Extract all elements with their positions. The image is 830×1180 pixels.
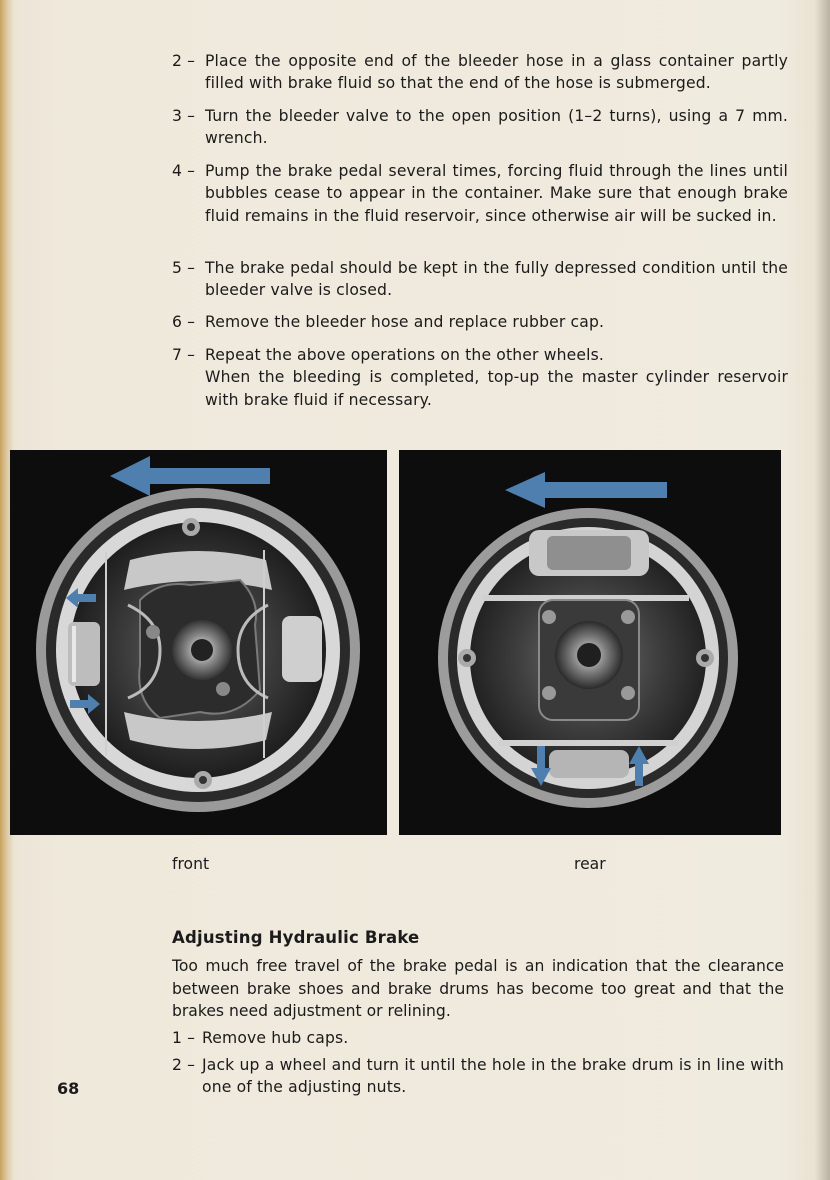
step-5 <box>172 257 788 302</box>
step-number: 7 – <box>172 346 196 364</box>
step-text: The brake pedal should be kept in the fully depressed condition until the bleeder valve is closed. <box>205 259 788 300</box>
rear-caption: rear <box>574 855 606 873</box>
step-3 <box>172 105 788 150</box>
step-number: 2 – <box>172 52 196 70</box>
step-number: 1 – <box>172 1029 196 1047</box>
step-text: Remove hub caps. <box>202 1029 349 1047</box>
step-text: Jack up a wheel and turn it until the hole in the brake drum is in line with one of the adjusting nuts. <box>202 1056 784 1097</box>
front-brake-photo <box>10 450 387 835</box>
step-7 <box>172 344 788 411</box>
step-2 <box>172 50 788 95</box>
step-number: 3 – <box>172 107 196 125</box>
page-number: 68 <box>57 1079 80 1098</box>
step-text: Pump the brake pedal several times, forcing fluid through the lines until bubbles cease to appear in the container. Make sure that enough brake fluid remains in the fluid reservoir, since otherwise air will be sucked in. <box>205 162 788 225</box>
step-number: 6 – <box>172 313 196 331</box>
step-number: 4 – <box>172 162 196 180</box>
step-number: 5 – <box>172 259 196 277</box>
adjust-step-2 <box>172 1054 784 1099</box>
step-6 <box>172 311 788 333</box>
step-4 <box>172 160 788 227</box>
step-text: Repeat the above operations on the other wheels. <box>205 346 604 364</box>
step-text: Remove the bleeder hose and replace rubber cap. <box>205 313 605 331</box>
step-number: 2 – <box>172 1056 196 1074</box>
step-continuation: When the bleeding is completed, top-up the master cylinder reservoir with brake fluid if necessary. <box>205 368 788 409</box>
section-intro: Too much free travel of the brake pedal is an indication that the clearance between brake shoes and brake drums has become too great and that the brakes need adjustment or relining. <box>172 957 784 1020</box>
front-caption: front <box>172 855 210 873</box>
step-text: Place the opposite end of the bleeder hose in a glass container partly filled with brake fluid so that the end of the hose is submerged. <box>205 52 788 93</box>
step-text: Turn the bleeder valve to the open position (1–2 turns), using a 7 mm. wrench. <box>205 107 788 148</box>
section-heading: Adjusting Hydraulic Brake <box>172 928 420 947</box>
rear-brake-photo <box>399 450 781 835</box>
adjust-step-1 <box>172 1027 788 1049</box>
